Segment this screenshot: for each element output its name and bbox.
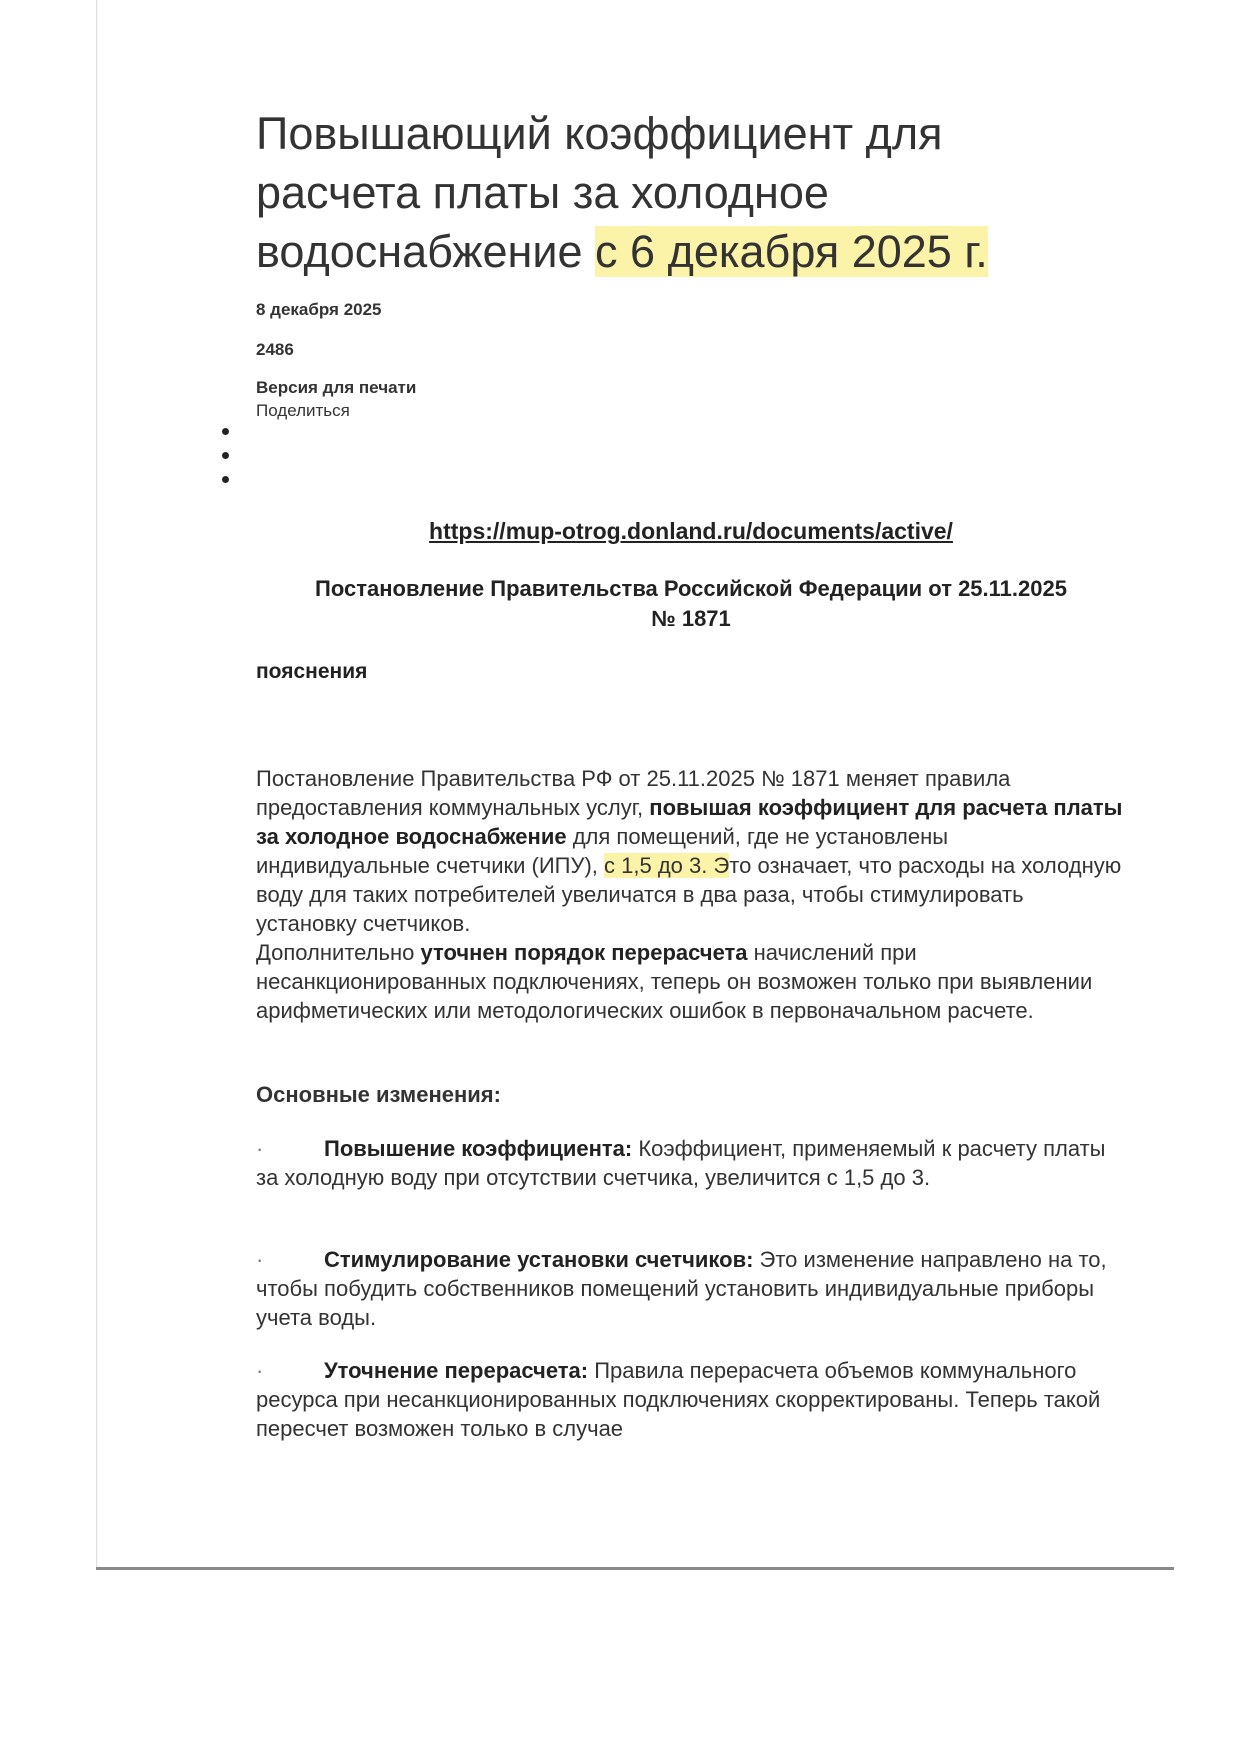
p2-bold-1: уточнен порядок перерасчета [420, 940, 748, 965]
p1-text-2: для помещений, где не установлены индивидуальные счетчики (ИПУ), [256, 824, 949, 878]
dot-icon [222, 452, 229, 459]
bullet-dots [222, 428, 232, 500]
paragraph-main [256, 764, 1126, 938]
decree-line-2: № 1871 [651, 606, 731, 631]
dot-icon [222, 476, 229, 483]
publish-date: 8 декабря 2025 [256, 300, 382, 319]
print-version-link[interactable]: Версия для печати [256, 378, 417, 397]
page-title [256, 104, 1116, 281]
p2-text-2: начислений при несанкционированных подключениях, теперь он возможен только при выявлении арифметических или методологических ошибок в первоначальном расчете. [256, 940, 1093, 1023]
page-edge-shadow [96, 0, 98, 1567]
p1-text-1: Постановление Правительства РФ от 25.11.2025 № 1871 меняет правила предоставления коммунальных услуг, [256, 766, 1011, 820]
decree-line-1: Постановление Правительства Российской Федерации от 25.11.2025 [315, 576, 1067, 601]
bullet-marker: · [256, 1136, 264, 1161]
list-item [256, 1245, 1126, 1332]
item-bold-label: Уточнение перерасчета: [324, 1358, 589, 1383]
p1-highlight: с 1,5 до 3. Э [604, 853, 730, 878]
item-bold-label: Стимулирование установки счетчиков: [324, 1247, 754, 1272]
item-text: Это изменение направлено на то, чтобы побудить собственников помещений установить индивидуальные приборы учета воды. [256, 1247, 1107, 1330]
list-item [256, 1356, 1126, 1443]
view-count: 2486 [256, 340, 294, 359]
source-url-link[interactable]: https://mup-otrog.donland.ru/documents/active/ [429, 518, 953, 544]
dot-icon [222, 428, 229, 435]
bullet-marker: · [256, 1247, 264, 1272]
p1-bold-1: повышая коэффициент для расчета платы за холодное водоснабжение [256, 795, 1123, 849]
p1-text-3: то означает, что расходы на холодную воду для таких потребителей увеличатся в два раза, чтобы стимулировать установку счетчиков. [256, 853, 1122, 936]
title-text: Повышающий коэффициент для расчета платы за холодное водоснабжение [256, 108, 943, 277]
item-bold-label: Повышение коэффициента: [324, 1136, 633, 1161]
title-date-highlight: с 6 декабря 2025 г. [595, 226, 988, 277]
item-text: Коэффициент, применяемый к расчету платы за холодную воду при отсутствии счетчика, увеличится с 1,5 до 3. [256, 1136, 1106, 1190]
list-item [256, 1134, 1126, 1192]
explanations-heading: пояснения [256, 660, 368, 683]
share-link[interactable]: Поделиться [256, 401, 350, 420]
main-changes-heading: Основные изменения: [256, 1082, 501, 1107]
paragraph-additional [256, 938, 1126, 1025]
p2-text-1: Дополнительно [256, 940, 421, 965]
bullet-marker: · [256, 1358, 264, 1383]
decree-title [256, 574, 1126, 634]
item-text: Правила перерасчета объемов коммунального ресурса при несанкционированных подключениях скорректированы. Теперь такой пересчет возможен только в случае [256, 1358, 1101, 1441]
